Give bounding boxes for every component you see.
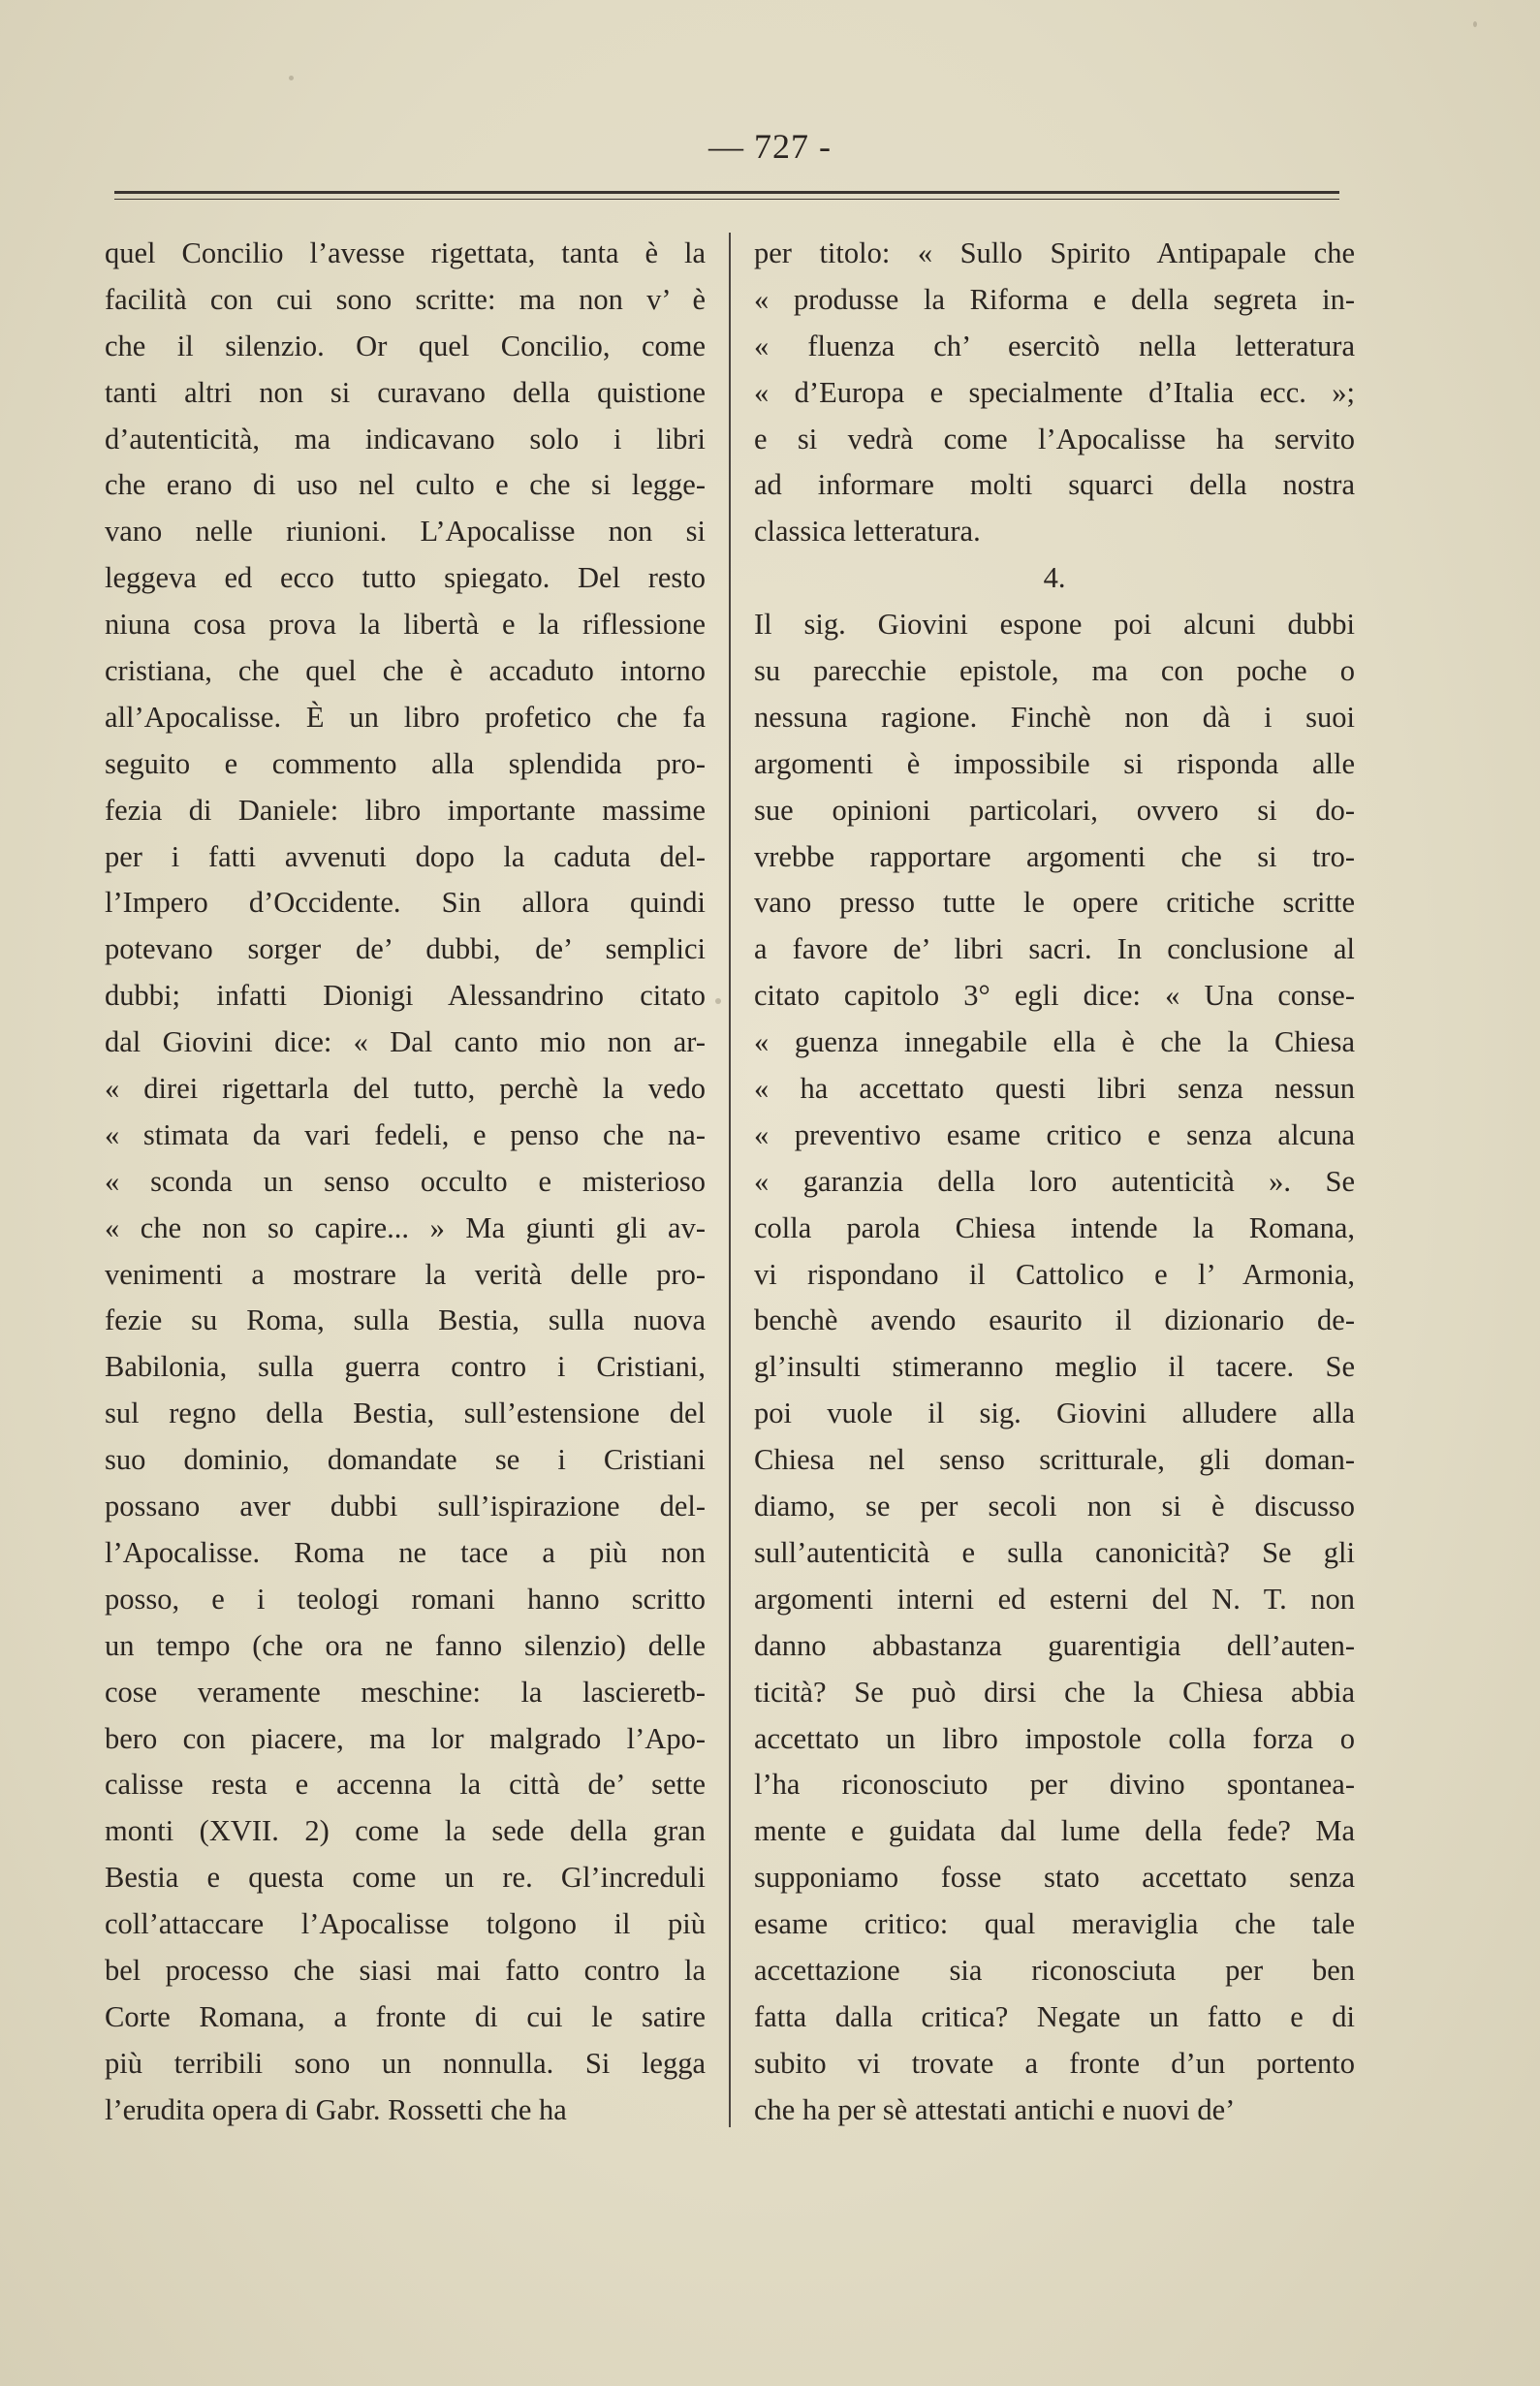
text-line: citato capitolo 3° egli dice: « Una conse-: [754, 979, 1355, 1013]
text-line: subito vi trovate a fronte d’un portento: [754, 2046, 1355, 2080]
text-line: potevano sorger de’ dubbi, de’ semplici: [105, 932, 706, 966]
text-line: benchè avendo esaurito il dizionario de-: [754, 1303, 1355, 1337]
text-line: a favore de’ libri sacri. In conclusione al: [754, 932, 1355, 966]
text-line: accettato un libro impostole colla forza o: [754, 1721, 1355, 1755]
paper-speck: [1473, 21, 1477, 27]
text-line: « preventivo esame critico e senza alcuna: [754, 1117, 1355, 1151]
left-column: [105, 231, 706, 2134]
text-line: bero con piacere, ma lor malgrado l’Apo-: [105, 1721, 706, 1755]
text-line: « produsse la Riforma e della segreta in-: [754, 282, 1355, 316]
text-line: Corte Romana, a fronte di cui le satire: [105, 1999, 706, 2033]
text-line: diamo, se per secoli non si è discusso: [754, 1490, 1355, 1523]
text-line: dal Giovini dice: « Dal canto mio non ar-: [105, 1025, 706, 1059]
text-line: cristiana, che quel che è accaduto intorno: [105, 654, 706, 688]
text-line: un tempo (che ora ne fanno silenzio) delle: [105, 1628, 706, 1662]
text-line: « guenza innegabile ella è che la Chiesa: [754, 1025, 1355, 1059]
text-line: posso, e i teologi romani hanno scritto: [105, 1582, 706, 1616]
text-line: « stimata da vari fedeli, e penso che na-: [105, 1117, 706, 1151]
text-line: calisse resta e accenna la città de’ sette: [105, 1768, 706, 1802]
text-line: argomenti è impossibile si risponda alle: [754, 746, 1355, 780]
text-line: « garanzia della loro autenticità ». Se: [754, 1164, 1355, 1198]
text-line: leggeva ed ecco tutto spiegato. Del resto: [105, 561, 706, 595]
text-line: l’Impero d’Occidente. Sin allora quindi: [105, 886, 706, 920]
text-line: e si vedrà come l’Apocalisse ha servito: [754, 422, 1355, 455]
text-line: quel Concilio l’avesse rigettata, tanta è la: [105, 236, 706, 269]
text-line: bel processo che siasi mai fatto contro la: [105, 1953, 706, 1987]
column-divider: [729, 233, 731, 2127]
text-line: dubbi; infatti Dionigi Alessandrino citato: [105, 979, 706, 1013]
text-line: sull’autenticità e sulla canonicità? Se gli: [754, 1535, 1355, 1569]
text-line: vi rispondano il Cattolico e l’ Armonia,: [754, 1257, 1355, 1291]
text-line: fezie su Roma, sulla Bestia, sulla nuova: [105, 1303, 706, 1337]
text-line: all’Apocalisse. È un libro profetico che fa: [105, 700, 706, 734]
paper-speck: [289, 76, 294, 80]
header-rule: [114, 191, 1339, 200]
text-line: venimenti a mostrare la verità delle pro-: [105, 1257, 706, 1291]
text-line: ticità? Se può dirsi che la Chiesa abbia: [754, 1675, 1355, 1709]
text-line: niuna cosa prova la libertà e la riflessione: [105, 608, 706, 642]
page-number: — 727 -: [708, 127, 832, 166]
text-line: fezia di Daniele: libro importante massime: [105, 793, 706, 827]
text-line: l’Apocalisse. Roma ne tace a più non: [105, 1535, 706, 1569]
text-line: Bestia e questa come un re. Gl’increduli: [105, 1861, 706, 1895]
text-line: per i fatti avvenuti dopo la caduta del-: [105, 839, 706, 873]
text-line: mente e guidata dal lume della fede? Ma: [754, 1814, 1355, 1848]
text-line: tanti altri non si curavano della quistione: [105, 375, 706, 409]
text-line: nessuna ragione. Finchè non dà i suoi: [754, 700, 1355, 734]
text-line: facilità con cui sono scritte: ma non v’ è: [105, 282, 706, 316]
paper-speck: [715, 998, 721, 1004]
text-line: colla parola Chiesa intende la Romana,: [754, 1210, 1355, 1244]
text-line: vano nelle riunioni. L’Apocalisse non si: [105, 515, 706, 549]
text-line: possano aver dubbi sull’ispirazione del-: [105, 1490, 706, 1523]
text-line: 4.: [1043, 561, 1066, 595]
text-line: « d’Europa e specialmente d’Italia ecc. »;: [754, 375, 1355, 409]
text-line: esame critico: qual meraviglia che tale: [754, 1907, 1355, 1941]
text-line: « ha accettato questi libri senza nessun: [754, 1072, 1355, 1106]
text-line: più terribili sono un nonnulla. Si legga: [105, 2046, 706, 2080]
text-line: che il silenzio. Or quel Concilio, come: [105, 329, 706, 362]
text-line: « fluenza ch’ esercitò nella letteratura: [754, 329, 1355, 362]
text-line: coll’attaccare l’Apocalisse tolgono il più: [105, 1907, 706, 1941]
text-line: Babilonia, sulla guerra contro i Cristiani,: [105, 1350, 706, 1384]
text-line: sue opinioni particolari, ovvero si do-: [754, 793, 1355, 827]
text-line: poi vuole il sig. Giovini alludere alla: [754, 1397, 1355, 1430]
text-line: vano presso tutte le opere critiche scritte: [754, 886, 1355, 920]
text-line: l’erudita opera di Gabr. Rossetti che ha: [105, 2092, 567, 2126]
text-line: Chiesa nel senso scritturale, gli doman-: [754, 1443, 1355, 1477]
right-column: [754, 231, 1355, 2134]
text-line: suo dominio, domandate se i Cristiani: [105, 1443, 706, 1477]
text-line: monti (XVII. 2) come la sede della gran: [105, 1814, 706, 1848]
text-line: fatta dalla critica? Negate un fatto e di: [754, 1999, 1355, 2033]
text-line: supponiamo fosse stato accettato senza: [754, 1861, 1355, 1895]
text-line: gl’insulti stimeranno meglio il tacere. Se: [754, 1350, 1355, 1384]
text-line: per titolo: « Sullo Spirito Antipapale che: [754, 236, 1355, 269]
text-line: l’ha riconosciuto per divino spontanea-: [754, 1768, 1355, 1802]
text-line: danno abbastanza guarentigia dell’auten-: [754, 1628, 1355, 1662]
text-line: argomenti interni ed esterni del N. T. non: [754, 1582, 1355, 1616]
text-line: ad informare molti squarci della nostra: [754, 468, 1355, 502]
text-line: Il sig. Giovini espone poi alcuni dubbi: [754, 608, 1355, 642]
text-line: cose veramente meschine: la lascieretb-: [105, 1675, 706, 1709]
text-line: classica letteratura.: [754, 515, 981, 549]
text-line: « sconda un senso occulto e misterioso: [105, 1164, 706, 1198]
text-line: vrebbe rapportare argomenti che si tro-: [754, 839, 1355, 873]
text-line: d’autenticità, ma indicavano solo i libri: [105, 422, 706, 455]
text-line: accettazione sia riconosciuta per ben: [754, 1953, 1355, 1987]
text-line: che ha per sè attestati antichi e nuovi de’: [754, 2092, 1236, 2126]
text-line: « direi rigettarla del tutto, perchè la vedo: [105, 1072, 706, 1106]
text-line: che erano di uso nel culto e che si legge-: [105, 468, 706, 502]
text-line: su parecchie epistole, ma con poche o: [754, 654, 1355, 688]
text-line: sul regno della Bestia, sull’estensione del: [105, 1397, 706, 1430]
text-line: « che non so capire... » Ma giunti gli av-: [105, 1210, 706, 1244]
text-line: seguito e commento alla splendida pro-: [105, 746, 706, 780]
